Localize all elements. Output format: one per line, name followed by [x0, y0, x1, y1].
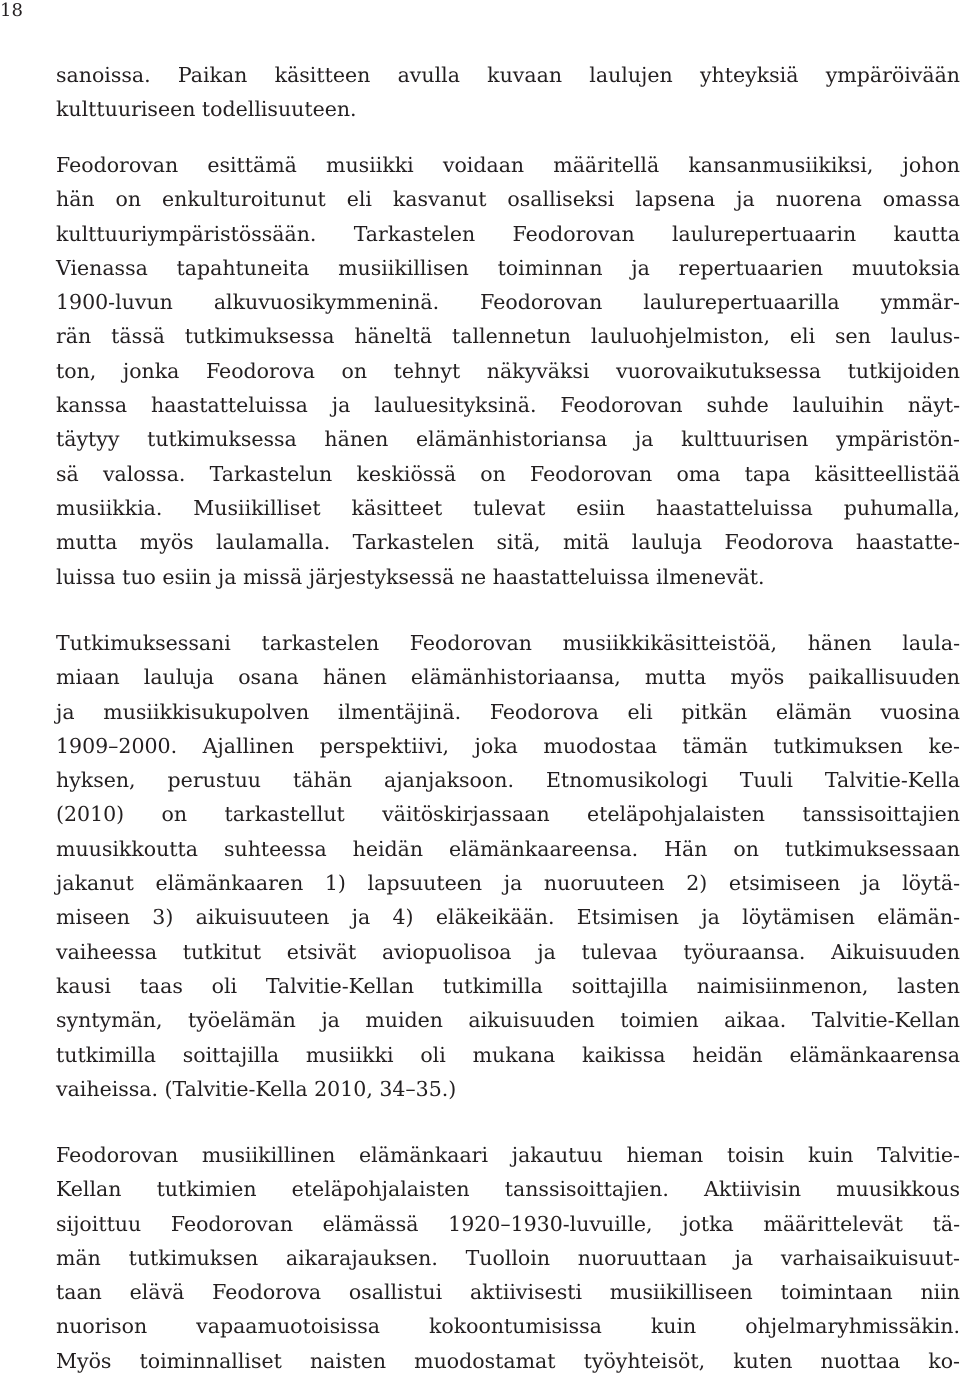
- paragraph-1: [56, 58, 960, 127]
- text-line: muusikkoutta suhteessa heidän elämänkaareensa. Hän on tutkimuksessaan: [56, 836, 960, 861]
- text-line: Tutkimuksessani tarkastelen Feodorovan musiikkikäsitteistöä, hänen laula-: [56, 631, 960, 655]
- text-line: Feodorovan esittämä musiikki voidaan määritellä kansanmusiikiksi, johon: [56, 153, 960, 177]
- text-line: kulttuuriympäristössään. Tarkastelen Feodorovan laulurepertuaarin kautta: [56, 221, 960, 246]
- text-line: luissa tuo esiin ja missä järjestyksessä ne haastatteluissa ilmenevät.: [56, 564, 765, 589]
- text-line: kanssa haastatteluissa ja lauluesityksinä. Feodorovan suhde lauluihin näyt-: [56, 393, 960, 418]
- text-line: kausi taas oli Talvitie-Kellan tutkimilla soittajilla naimisiinmenon, lasten: [56, 973, 960, 998]
- text-line: miseen 3) aikuisuuteen ja 4) eläkeikään. Etsimisen ja löytämisen elämän-: [56, 905, 960, 930]
- paragraph-2: [56, 148, 960, 594]
- text-line: hyksen, perustuu tähän ajanjaksoon. Etnomusikologi Tuuli Talvitie-Kella: [56, 768, 960, 793]
- page-number: 18: [0, 0, 23, 21]
- text-line: mutta myös laulamalla. Tarkastelen sitä, mitä lauluja Feodorova haastatte-: [56, 530, 960, 555]
- text-line: taan elävä Feodorova osallistui aktiivisesti musiikilliseen toimintaan niin: [56, 1280, 960, 1305]
- text-line: Vienassa tapahtuneita musiikillisen toiminnan ja repertuaarien muutoksia: [56, 255, 960, 280]
- text-line: jakanut elämänkaaren 1) lapsuuteen ja nuoruuteen 2) etsimiseen ja löytä-: [56, 871, 960, 896]
- text-line: syntymän, työelämän ja muiden aikuisuuden toimien aikaa. Talvitie-Kellan: [56, 1008, 960, 1033]
- text-line: kulttuuriseen todellisuuteen.: [56, 97, 357, 122]
- text-line: 1909–2000. Ajallinen perspektiivi, joka muodostaa tämän tutkimuksen ke-: [56, 733, 960, 758]
- text-line: Kellan tutkimien eteläpohjalaisten tanssisoittajien. Aktiivisin muusikkous: [56, 1177, 960, 1202]
- text-line: (2010) on tarkastellut väitöskirjassaan eteläpohjalaisten tanssisoittajien: [56, 802, 960, 827]
- text-line: vaiheessa tutkitut etsivät aviopuolisoa ja tulevaa työuraansa. Aikuisuuden: [56, 939, 960, 964]
- text-line: sijoittuu Feodorovan elämässä 1920–1930-luvuille, jotka määrittelevät tä-: [56, 1211, 960, 1236]
- text-line: sanoissa. Paikan käsitteen avulla kuvaan laulujen yhteyksiä ympäröivään: [56, 63, 960, 87]
- text-line: ton, jonka Feodorova on tehnyt näkyväksi vuorovaikutuksessa tutkijoiden: [56, 358, 960, 383]
- text-line: ja musiikkisukupolven ilmentäjinä. Feodorova eli pitkän elämän vuosina: [56, 699, 960, 724]
- text-line: tutkimilla soittajilla musiikki oli mukana kaikissa heidän elämänkaarensa: [56, 1042, 960, 1067]
- text-line: Myös toiminnalliset naisten muodostamat työyhteisöt, kuten nuottaa ko-: [56, 1348, 960, 1373]
- text-line: miaan lauluja osana hänen elämänhistoriaansa, mutta myös paikallisuuden: [56, 665, 960, 690]
- text-line: täytyy tutkimuksessa hänen elämänhistoriansa ja kulttuurisen ympäristön-: [56, 427, 960, 452]
- text-line: Feodorovan musiikillinen elämänkaari jakautuu hieman toisin kuin Talvitie-: [56, 1143, 960, 1167]
- text-line: sä valossa. Tarkastelun keskiössä on Feodorovan oma tapa käsitteellistää: [56, 461, 960, 486]
- text-line: rän tässä tutkimuksessa häneltä tallennetun lauluohjelmiston, eli sen laulus-: [56, 324, 960, 349]
- text-line: vaiheissa. (Talvitie-Kella 2010, 34–35.): [56, 1076, 457, 1101]
- text-line: 1900-luvun alkuvuosikymmeninä. Feodorovan laulurepertuaarilla ymmär-: [56, 290, 960, 315]
- paragraph-3: [56, 626, 960, 1106]
- paragraph-4: [56, 1138, 960, 1378]
- text-line: musiikkia. Musiikilliset käsitteet tulevat esiin haastatteluissa puhumalla,: [56, 495, 960, 520]
- text-line: nuorison vapaamuotoisissa kokoontumisissa kuin ohjelmaryhmissäkin.: [56, 1314, 960, 1339]
- text-line: män tutkimuksen aikarajauksen. Tuolloin nuoruuttaan ja varhaisaikuisuut-: [56, 1245, 960, 1270]
- text-line: hän on enkulturoitunut eli kasvanut osalliseksi lapsena ja nuorena omassa: [56, 187, 960, 212]
